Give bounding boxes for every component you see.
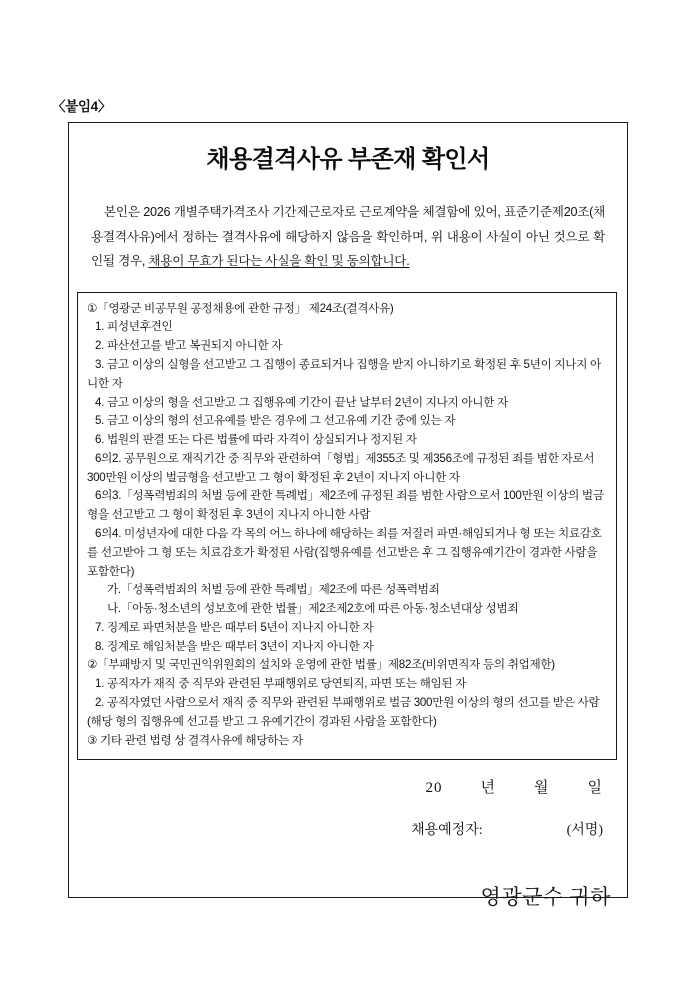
clause-item: 6. 법원의 판결 또는 다른 법률에 따라 자격이 상실되거나 정지된 자 xyxy=(95,433,417,447)
clause-subitem: 나.「아동·청소년의 성보호에 관한 법률」제2조제2호에 따른 아동·청소년대상 성범죄 xyxy=(107,602,519,616)
clause-item: 1. 피성년후견인 xyxy=(95,320,173,334)
clause-item: 2. 공직자였던 사람으로서 재직 중 직무와 관련된 부패행위로 벌금 300만원 이상의 형의 선고를 받은 사람(해당 형의 집행유예 선고를 받고 그 유예기간이 경과된 사람을 포함한다) xyxy=(87,696,600,728)
signer-line xyxy=(69,819,627,839)
clause-section-3 xyxy=(87,732,607,751)
clause-box xyxy=(77,292,617,761)
document-title: 채용결격사유 부존재 확인서 xyxy=(206,146,490,173)
clause-section-1 xyxy=(87,300,607,657)
intro-text-part1: 본인은 2026 개별주택가격조사 기간제근로자로 근로계약을 체결함에 있어, 표준기준제20조(채용결격사유)에서 정하는 결격사유에 해당하지 않음을 확인하며, 위 내용이 사실이 아닌 것으로 확인될 경우, xyxy=(91,205,605,269)
addressee-line: 영광군수 귀하 xyxy=(480,885,611,910)
clause-item: 6의2. 공무원으로 재직기간 중 직무와 관련하여「형법」제355조 및 제356조에 규정된 죄를 범한 자로서 300만원 이상의 벌금형을 선고받고 그 형이 확정된 후 2년이 지나지 아니한 자 xyxy=(87,451,595,484)
date-line: 20 년 월 일 xyxy=(425,780,603,797)
clause-item: 1. 공직자가 재직 중 직무와 관련된 부패행위로 당연퇴직, 파면 또는 해임된 자 xyxy=(95,677,467,691)
clause-item: 8. 징계로 해임처분을 받은 때부터 3년이 지나지 아니한 자 xyxy=(95,639,374,653)
clause-item: 7. 징계로 파면처분을 받은 때부터 5년이 지나지 아니한 자 xyxy=(95,620,374,634)
clause-section-2-heading: ②「부패방지 및 국민권익위원회의 설치와 운영에 관한 법률」제82조(비위면직자 등의 취업제한) xyxy=(87,658,555,672)
attachment-label: 〈붙임4〉 xyxy=(52,99,112,114)
signature-area xyxy=(69,776,627,911)
intro-paragraph xyxy=(91,200,605,274)
clause-item: 4. 금고 이상의 형을 선고받고 그 집행유예 기간이 끝난 날부터 2년이 지나지 아니한 자 xyxy=(95,395,508,409)
signature-mark: (서명) xyxy=(566,823,603,839)
clause-subitem: 가.「성폭력범죄의 처벌 등에 관한 특례법」제2조에 따른 성폭력범죄 xyxy=(107,583,440,597)
clause-item: 3. 금고 이상의 실형을 선고받고 그 집행이 종료되거나 집행을 받지 아니하기로 확정된 후 5년이 지나지 아니한 자 xyxy=(87,357,601,390)
clause-section-2 xyxy=(87,656,607,731)
clause-section-3-heading: ③ 기타 관련 법령 상 결격사유에 해당하는 자 xyxy=(87,733,303,747)
clause-item: 2. 파산선고를 받고 복권되지 아니한 자 xyxy=(95,339,283,353)
clause-section-1-heading: ①「영광군 비공무원 공정채용에 관한 규정」 제24조(결격사유) xyxy=(87,301,394,315)
clause-item: 6의4. 미성년자에 대한 다음 각 목의 어느 하나에 해당하는 죄를 저질러 파면·해임되거나 형 또는 치료감호를 선고받아 그 형 또는 치료감호가 확정된 사람(집행유예를 선고받은 후 그 집행유예기간이 경과한 사람을 포함한다) xyxy=(87,527,602,578)
form-frame xyxy=(68,122,628,910)
signer-label: 채용예정자: xyxy=(411,823,483,839)
intro-text-underlined: 채용이 무효가 된다는 사실을 확인 및 동의합니다. xyxy=(148,254,410,269)
clause-item: 5. 금고 이상의 형의 선고유예를 받은 경우에 그 선고유예 기간 중에 있는 자 xyxy=(95,414,456,428)
clause-item: 6의3.「성폭력범죄의 처벌 등에 관한 특례법」제2조에 규정된 죄를 범한 사람으로서 100만원 이상의 벌금형을 선고받고 그 형이 확정된 후 3년이 지나지 아니한 사람 xyxy=(87,489,604,522)
